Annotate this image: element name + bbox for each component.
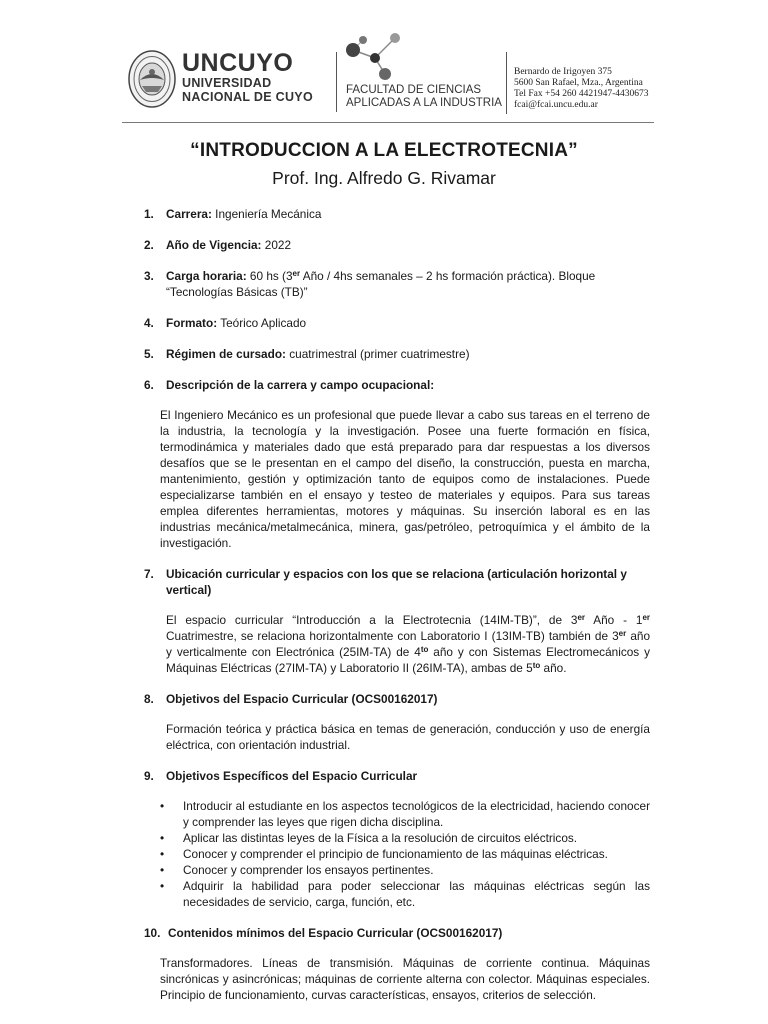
section-carrera [144, 206, 650, 222]
contenidos-paragraph: Transformadores. Líneas de transmisión. Máquinas de corriente continua. Máquinas sincrónicas y asincrónicas; máquinas de corriente alterna con colector. Máquinas especiales. Principio de funcionamiento, curvas características, ensayos, criterios de selección. [160, 956, 650, 1002]
list-item-text: Aplicar las distintas leyes de la Física a la resolución de circuitos eléctricos. [183, 831, 578, 845]
header-rule [122, 122, 654, 123]
superscript: er [577, 613, 586, 622]
address-city: 5600 San Rafael, Mza., Argentina [514, 78, 643, 88]
text-run: año. [540, 661, 567, 675]
section-label: Carrera: [166, 207, 212, 221]
text-run: El espacio curricular “Introducción a la Electrotecnia (14IM-TB)”, de 3 [166, 613, 578, 627]
list-item [144, 846, 650, 862]
section-value: Teórico Aplicado [217, 316, 307, 330]
document-title: “INTRODUCCION A LA ELECTROTECNIA” [190, 140, 578, 161]
section-value: cuatrimestral (primer cuatrimestre) [285, 347, 470, 361]
section-label: Formato: [166, 316, 218, 330]
objetivos-paragraph: Formación teórica y práctica básica en temas de generación, conducción y uso de energía eléctrica, con orientación industrial. [166, 722, 650, 752]
professor-name: Prof. Ing. Alfredo G. Rivamar [272, 168, 496, 188]
faculty-line2: APLICADAS A LA INDUSTRIA [346, 97, 502, 109]
section-text [166, 237, 650, 253]
section-number: 9. [144, 769, 154, 783]
section-vigencia [144, 237, 650, 253]
text-run: año y verticalmente con Electrónica (25IM-TA) de 4 [166, 629, 651, 659]
bullet-icon: • [160, 879, 165, 893]
descripcion-paragraph: El Ingeniero Mecánico es un profesional que puede llevar a cabo sus tareas en el terreno de la industria, la tecnología y la investigación. Posee una fuerte formación en física, termodinámica y materiales dado que está preparado para dar respuestas a los diversos desafíos que se le presentan en el campo del diseño, la construcción, puesta en marcha, mantenimiento, gestión y optimización tanto de equipos como de instalaciones. Puede especializarse también en el ensayo y testeo de materiales y equipos. Para sus tareas emplea diferentes herramientas, motores y máquinas. Su inserción laboral es en las industrias mecánica/metalmecánica, minera, gas/petróleo, petroquímica y el ámbito de la investigación. [160, 408, 650, 550]
text-run: año y con Sistemas Electromecánicos y Máquinas Eléctricas (27IM-TA) y Laboratorio II (26IM-TA), ambas de 5 [166, 645, 650, 675]
faculty-name [346, 84, 502, 110]
list-item-text: Conocer y comprender los ensayos pertinentes. [183, 863, 434, 877]
list-item [144, 830, 650, 846]
section-value: 2022 [261, 238, 292, 252]
section-label: Objetivos Específicos del Espacio Curricular [166, 769, 418, 783]
objetivos-especificos-list [144, 798, 650, 910]
superscript: er [642, 613, 650, 622]
text-run: Año - 1 [585, 613, 643, 627]
university-seal-icon [128, 50, 176, 108]
section-number: 3. [144, 269, 154, 283]
section-number: 7. [144, 567, 154, 581]
section-value: 60 hs (3 [246, 269, 293, 283]
section-label: Régimen de cursado: [166, 347, 286, 361]
bullet-icon: • [160, 799, 165, 813]
header-divider [506, 52, 507, 114]
address-street: Bernardo de Irigoyen 375 [514, 67, 612, 77]
bullet-icon: • [160, 831, 165, 845]
document-body [144, 206, 650, 1003]
section-number: 1. [144, 207, 154, 221]
letterhead [0, 0, 768, 125]
section-formato [144, 315, 650, 331]
section-value: Año / 4hs semanales – 2 hs formación práctica). Bloque “Tecnologías Básicas (TB)” [166, 269, 596, 299]
list-item [144, 798, 650, 830]
section-carga-horaria [144, 268, 650, 300]
ubicacion-paragraph [166, 612, 650, 676]
bullet-icon: • [160, 847, 165, 861]
section-label: Descripción de la carrera y campo ocupacional: [166, 378, 435, 392]
university-sub-line2: NACIONAL DE CUYO [182, 90, 313, 104]
text-run: Cuatrimestre, se relaciona horizontalmente con Laboratorio I (13IM-TB) también de 3 [166, 629, 619, 643]
superscript: er [618, 629, 627, 638]
list-item-text: Introducir al estudiante en los aspectos tecnológicos de la electricidad, haciendo conocer y comprender las leyes que rigen dicha disciplina. [183, 799, 650, 829]
university-sub-line1: UNIVERSIDAD [182, 76, 272, 90]
superscript: to [532, 661, 541, 670]
section-text [166, 268, 650, 300]
section-objetivos [144, 691, 650, 707]
university-name-block [182, 50, 313, 104]
section-regimen [144, 346, 650, 362]
section-label: Año de Vigencia: [166, 238, 262, 252]
superscript: er [292, 269, 301, 278]
section-label: Carga horaria: [166, 269, 247, 283]
section-number: 10. [144, 926, 161, 940]
section-objetivos-especificos [144, 768, 650, 784]
list-item [144, 878, 650, 910]
address-email: fcai@fcai.uncu.edu.ar [514, 100, 598, 110]
superscript: to [420, 645, 429, 654]
section-number: 2. [144, 238, 154, 252]
section-contenidos [144, 925, 650, 941]
university-name: UNCUYO [182, 49, 294, 77]
address-phone: Tel Fax +54 260 4421947-4430673 [514, 89, 649, 99]
faculty-molecule-logo [343, 28, 407, 82]
bullet-icon: • [160, 863, 165, 877]
section-descripcion [144, 377, 650, 393]
list-item-text: Conocer y comprender el principio de funcionamiento de las máquinas eléctricas. [183, 847, 608, 861]
faculty-address [514, 67, 649, 111]
section-number: 5. [144, 347, 154, 361]
section-label: Contenidos mínimos del Espacio Curricular (OCS00162017) [168, 926, 503, 940]
faculty-line1: FACULTAD DE CIENCIAS [346, 84, 482, 96]
section-value: Ingeniería Mecánica [211, 207, 322, 221]
list-item [144, 862, 650, 878]
section-text [166, 315, 650, 331]
section-number: 4. [144, 316, 154, 330]
section-number: 8. [144, 692, 154, 706]
section-label: Objetivos del Espacio Curricular (OCS00162017) [166, 692, 438, 706]
section-number: 6. [144, 378, 154, 392]
section-text [166, 346, 650, 362]
list-item-text: Adquirir la habilidad para poder seleccionar las máquinas eléctricas según las necesidades de servicio, carga, función, etc. [183, 879, 650, 909]
header-divider [336, 52, 337, 112]
section-text [166, 206, 650, 222]
section-label: Ubicación curricular y espacios con los que se relaciona (articulación horizontal y vertical) [166, 567, 627, 597]
section-ubicacion [144, 566, 650, 598]
